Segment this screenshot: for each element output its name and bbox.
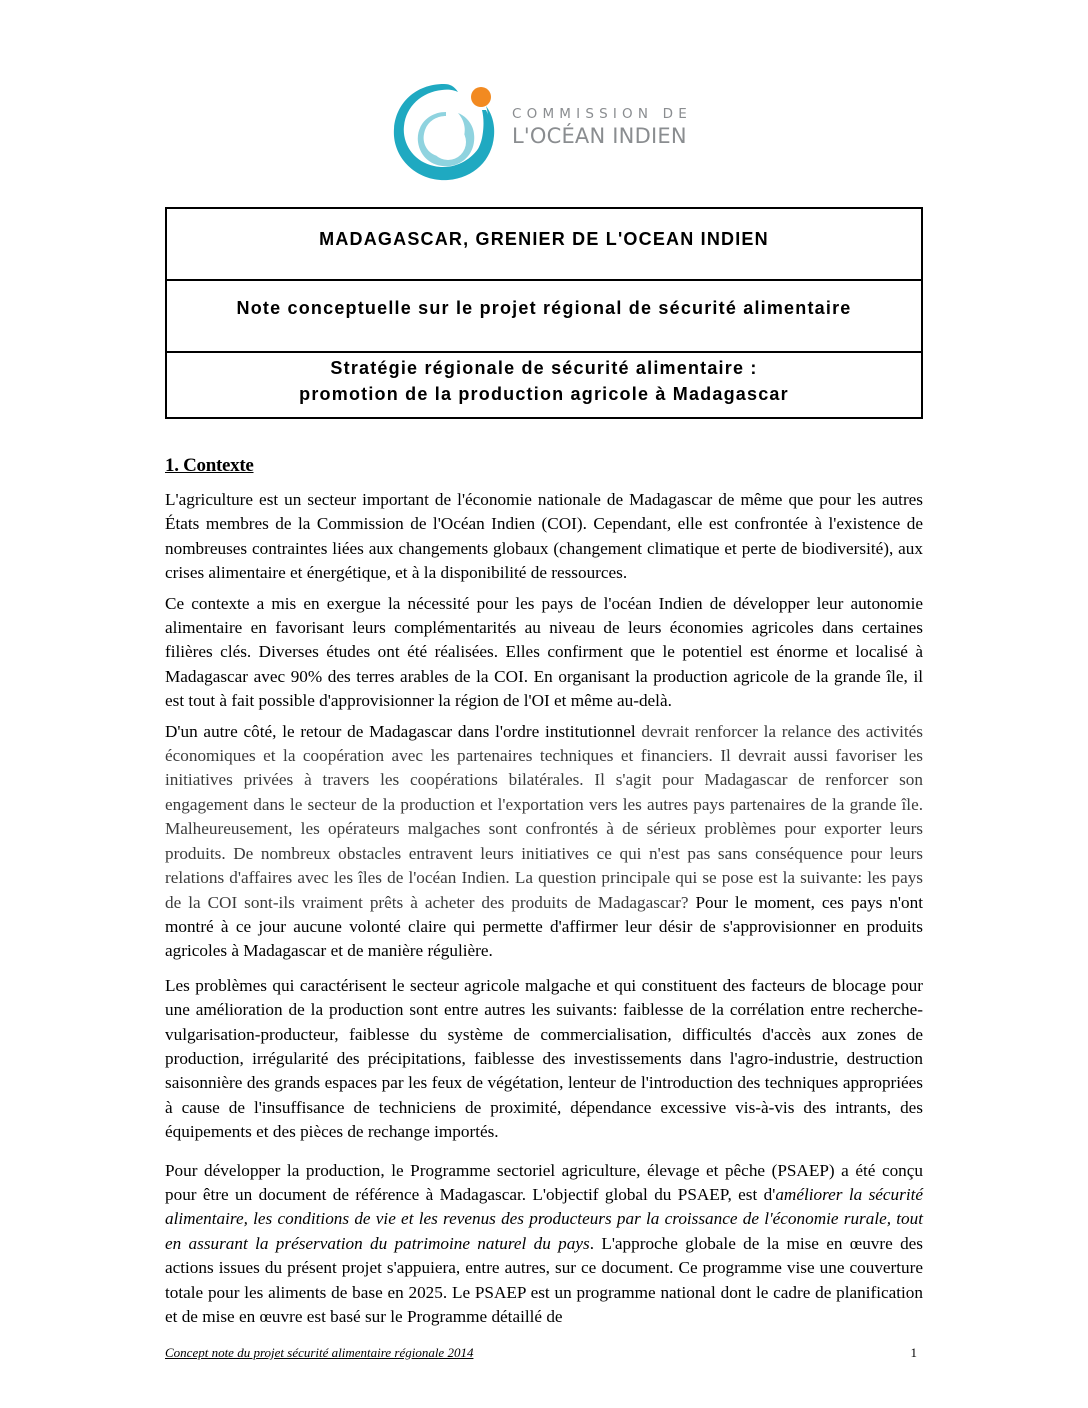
paragraph-5-objective: améliorer la sécurité alimentaire, les conditions de vie et les revenus des producteurs par la croissance de l'économie rurale, tout en assurant la préservation du patrimoine naturel du pays — [165, 1184, 923, 1253]
paragraph-1: L'agriculture est un secteur important de l'économie nationale de Madagascar de même que pour les autres États membres de la Commission de l'Océan Indien (COI). Cependant, elle est confrontée à l'existence de nombreuses contraintes liées aux changements globaux (changement climatique et perte de biodiversité), aux crises alimentaire et énergétique, et à la disponibilité de ressources. — [165, 490, 923, 583]
logo-line1: COMMISSION DE — [512, 106, 692, 122]
paragraph-3-conclusion: Pour le moment, ces pays n'ont montré à ce jour aucune volonté claire qui permette d'affirmer leur désir de s'approvisionner en produits agricoles à Madagascar et de manière régulière. — [165, 892, 923, 961]
section-heading: 1. Contexte — [165, 455, 254, 476]
footer-title: Concept note du projet sécurité alimentaire régionale 2014 — [165, 1345, 474, 1360]
logo-line2: L'OCÉAN INDIEN — [512, 124, 687, 148]
paragraph-2: Ce contexte a mis en exergue la nécessité pour les pays de l'océan Indien de développer leur autonomie alimentaire en favorisant leurs complémentarités au niveau de leurs économies agricoles dans certaines filières clés. Diverses études ont été réalisées. Elles confirment que le potentiel est énorme et localisé à Madagascar avec 90% des terres arables de la COI. En organisant la production agricole de la grande île, il est tout à fait possible d'approvisionner la région de l'OI et même au-delà. — [165, 593, 923, 711]
document-body — [165, 452, 923, 1335]
paragraph-5-rest: . L'approche globale de la mise en œuvre des actions issues du présent projet s'appuiera, entre autres, sur ce document. Ce programme vise une couverture totale pour les aliments de base en 2025. Le PSAEP est un programme national dont le cadre de planification et de mise en œuvre est basé sur le Programme détaillé de — [165, 1233, 923, 1326]
strategy-title-line1: Stratégie régionale de sécurité alimentaire : — [330, 358, 758, 378]
coi-logo — [388, 76, 718, 184]
paragraph-5 — [165, 1159, 923, 1330]
paragraph-5-intro: Pour développer la production, le Programme sectoriel agriculture, élevage et pêche (PSAEP) a été conçu pour être un document de référence à Madagascar. L'objectif global du PSAEP, est d' — [165, 1160, 923, 1204]
paragraph-4: Les problèmes qui caractérisent le secteur agricole malgache et qui constituent des facteurs de blocage pour une amélioration de la production sont entre autres les suivants: faiblesse de la corrélation entre recherche-vulgarisation-producteur, faiblesse du système de commercialisation, difficultés d'accès aux zones de production, irrégularité des précipitations, faiblesse des investissements dans l'agro-industrie, destruction saisonnière des grands espaces par les feux de végétation, lenteur de l'introduction des techniques appropriées à cause de l'insuffisance de techniciens de proximité, dépendance excessive vis-à-vis des intrants, des équipements et des pièces de rechange importés. — [165, 975, 923, 1142]
paragraph-3-body: devrait renforcer la relance des activités économiques et la coopération avec les partenaires techniques et financiers. Il devrait aussi favoriser les initiatives privées à travers les coopérations bilatérales. Il s'agit pour Madagascar de renforcer son engagement dans le secteur de la production et l'exportation vers les autres pays partenaires de la grande île. Malheureusement, les opérateurs malgaches sont confrontés à de sérieux problèmes pour exporter leurs produits. De nombreux obstacles entravent leurs initiatives ce qui n'est pas sans conséquence pour leurs relations d'affaires avec les îles de l'océan Indien. La question principale qui se pose est la suivante: les pays de la COI sont-ils vraiment prêts à acheter des produits de Madagascar? — [165, 721, 923, 912]
title-box — [165, 207, 923, 419]
logo-wordmark — [512, 106, 692, 148]
page-number: 1 — [910, 1345, 917, 1360]
strategy-title-line2: promotion de la production agricole à Madagascar — [299, 384, 789, 404]
document-strategy-title — [167, 351, 921, 421]
document-subtitle: Note conceptuelle sur le projet régional de sécurité alimentaire — [167, 279, 921, 353]
paragraph-3-lead: D'un autre côté, le retour de Madagascar dans l'ordre institutionnel — [165, 721, 636, 741]
document-main-title: MADAGASCAR, GRENIER DE L'OCEAN INDIEN — [167, 209, 921, 281]
paragraph-3 — [165, 720, 923, 964]
coi-logo-emblem-icon — [388, 76, 506, 184]
